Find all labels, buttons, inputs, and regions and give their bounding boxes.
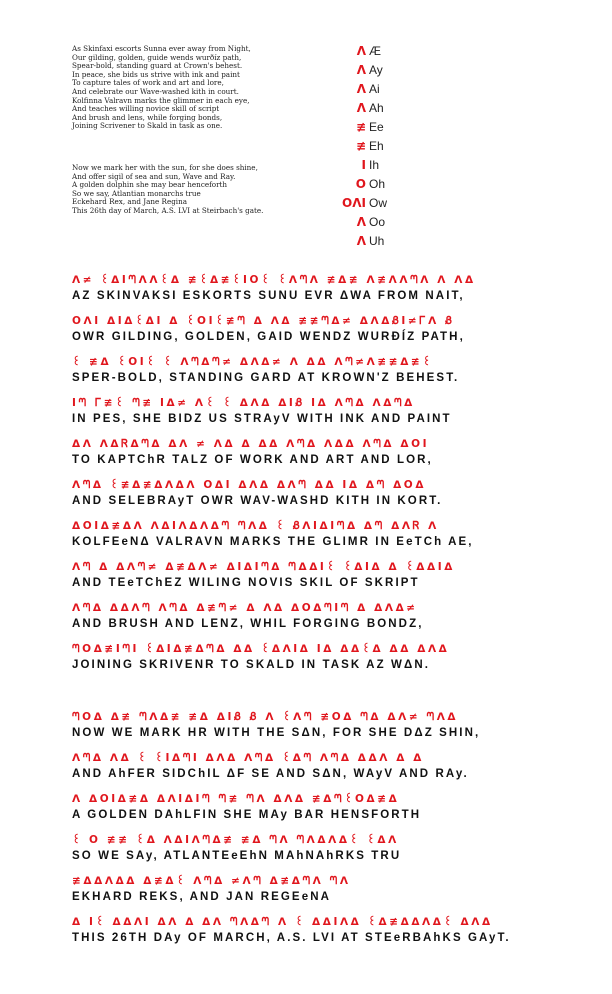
vowel-key-row <box>343 63 413 82</box>
english-poem-stanza-1 <box>72 45 362 131</box>
phonetic-line-pair <box>72 315 542 356</box>
vowel-key-row <box>343 82 413 101</box>
vowel-glyph: ᐱ <box>356 44 366 58</box>
vowel-latin: Ah <box>369 101 384 115</box>
poem-line: Now we mark her with the sun, for she does shine, <box>72 163 258 172</box>
vowel-key-row <box>343 158 413 177</box>
phonetic-text-line: EKHARD REKS, AND JAN REGEeNA <box>72 891 332 903</box>
vowel-latin: Oo <box>369 215 386 229</box>
phonetic-line-pair <box>72 834 542 875</box>
vowel-latin: Ai <box>369 82 380 96</box>
phonetic-line-pair <box>72 916 542 957</box>
poem-line: This 26th day of March, A.S. LVI at Steirbach's gate. <box>72 205 264 215</box>
vowel-key-row <box>343 177 413 196</box>
poem-line: Eckehard Rex, and Jane Regina <box>72 197 188 207</box>
phonetic-text-line: AND TEeTChEZ WILING NOVIS SKIL OF SKRIPT <box>72 577 420 589</box>
english-poem-stanza-2 <box>72 164 362 216</box>
vowel-latin: Ih <box>369 158 380 172</box>
poem-line: And teaches willing novice skill of script <box>72 104 220 114</box>
vowel-latin: Ow <box>369 196 387 210</box>
vowel-key-row <box>343 139 413 158</box>
glyph-line: OᐱI ᐃIᐃ꒰ᐃI ᐃ ꒰OI꒰≢ᘉ ᐃ ᐱᐃ ≢≢ᘉᐃ≠ ᐃᐱᐃᏰI≠Ꮁᐱ Ᏸ <box>72 315 455 327</box>
phonetic-line-pair <box>72 356 542 397</box>
glyph-line: ᐱ≠ ꒰ᐃIᘉᐱᐱ꒰ᐃ ≢꒰ᐃ≢꒰IO꒰ ꒰ᐱᘉᐱ ≢ᐃ≢ ᐱ≢ᐱᐱᘉᐱ ᐱ ᐱᐃ <box>72 274 476 286</box>
phonetic-text-line: OWR GILDING, GOLDEN, GAID WENDZ WURÐÍZ PATH, <box>72 331 465 343</box>
phonetic-text-line: SO WE SAy, ATLANTEeEhN MAhNAhRKS TRU <box>72 850 402 862</box>
phonetic-line-pair <box>72 561 542 602</box>
vowel-latin: Ay <box>369 63 383 77</box>
vowel-latin: Ee <box>369 120 384 134</box>
phonetic-line-pair <box>72 752 542 793</box>
poem-line: And brush and lens, while forging bonds, <box>72 112 223 122</box>
glyph-line: ᐃOIᐃ≢ᐃᐱ ᐱᐃIᐱᐃᐱᐃᘉ ᘉᐱᐃ ꒰ ᏰᐱIᐃIᘉᐃ ᐃᘉ ᐃᐱᏒ ᐱ <box>72 520 439 532</box>
phonetic-stanza-2 <box>72 711 542 957</box>
glyph-line: ᘉOᐃ ᐃ≢ ᘉᐱᐃ≢ ≢ᐃ ᐃIᏰ Ᏸ ᐱ ꒰ᐱᘉ ≢Oᐃ ᘉᐃ ᐃᐱ≠ ᘉᐱᐃ <box>72 711 459 723</box>
vowel-key-row <box>343 120 413 139</box>
phonetic-text-line: JOINING SKRIVENR TO SKALD IN TASK AZ WΔN. <box>72 659 431 671</box>
glyph-line: ᐱᘉᐃ ᐱᐃ ꒰ ꒰IᐃᘉI ᐃᐱᐃ ᐱᘉᐃ ꒰ᐃᘉ ᐱᘉᐃ ᐃᐃᐱ ᐃ ᐃ <box>72 752 424 764</box>
vowel-latin: Æ <box>369 44 381 58</box>
vowel-glyph: ᐱ <box>356 82 366 96</box>
phonetic-line-pair <box>72 397 542 438</box>
vowel-key <box>343 44 413 253</box>
glyph-line: ᐱᘉᐃ ᐃᐃᐱᘉ ᐱᘉᐃ ᐃ≢ᘉ≠ ᐃ ᐱᐃ ᐃOᐃᘉIᘉ ᐃ ᐃᐱᐃ≠ <box>72 602 418 614</box>
vowel-key-row <box>343 234 413 253</box>
vowel-latin: Eh <box>369 139 384 153</box>
vowel-glyph: I <box>361 158 366 172</box>
phonetic-line-pair <box>72 602 542 643</box>
glyph-line: ꒰ ≢ᐃ ꒰OI꒰ ꒰ ᐱᘉᐃᘉ≠ ᐃᐱᐃ≠ ᐱ ᐃᐃ ᐱᘉ≠ᐱ≢≢ᐃ≢꒰ <box>72 356 434 368</box>
poem-line: Kolfinna Valravn marks the glimmer in each eye, <box>72 95 250 105</box>
vowel-key-row <box>343 196 413 215</box>
poem-line: A golden dolphin she may bear henceforth <box>72 180 228 190</box>
glyph-line: ᐃ I꒰ ᐃᐃᐱI ᐃᐱ ᐃ ᐃᐱ ᘉᐱᐃᘉ ᐱ ꒰ ᐃᐃIᐱᐃ ꒰ᐃ≢ᐃᐃᐱᐃ꒰ ᐃᐱᐃ <box>72 916 493 928</box>
phonetic-line-pair <box>72 438 542 479</box>
phonetic-text-line: IN PES, SHE BIDZ US STRAyV WITH INK AND PAINT <box>72 413 452 425</box>
vowel-glyph: ᐱ <box>356 234 366 248</box>
phonetic-line-pair <box>72 875 542 916</box>
vowel-glyph: ᐱ <box>356 63 366 77</box>
glyph-line: Iᘉ Ꮁ≢꒰ ᘉ≢ Iᐃ≠ ᐱ꒰ ꒰ ᐃᐱᐃ ᐃIᏰ Iᐃ ᐱᘉᐃ ᐱᐃᘉᐃ <box>72 397 415 409</box>
phonetic-text-line: THIS 26TH DAy OF MARCH, A.S. LVI AT STEeRBAhKS GAyT. <box>72 932 511 944</box>
phonetic-text-line: AND BRUSH AND LENZ, WHIL FORGING BONDZ, <box>72 618 424 630</box>
poem-line: Spear-bold, standing guard at Crown's behest. <box>72 61 243 71</box>
vowel-latin: Oh <box>369 177 386 191</box>
glyph-line: ᐃᐱ ᐱᐃᏒᐃᘉᐃ ᐃᐱ ≠ ᐱᐃ ᐃ ᐃᐃ ᐱᘉᐃ ᐱᐃᐃ ᐱᘉᐃ ᐃOI <box>72 438 430 450</box>
phonetic-text-line: TO KAPTChR TALZ OF WORK AND ART AND LOR, <box>72 454 433 466</box>
poem-line: In peace, she bids us strive with ink and paint <box>72 69 240 79</box>
poem-line: And celebrate our Wave-washed kith in court. <box>72 86 239 96</box>
poem-line: Joining Scrivener to Skald in task as one. <box>72 121 223 131</box>
phonetic-line-pair <box>72 793 542 834</box>
poem-line: To capture tales of work and art and lore, <box>72 78 224 88</box>
vowel-latin: Uh <box>369 234 385 248</box>
vowel-glyph: ≢ <box>355 139 366 153</box>
vowel-key-row <box>343 101 413 120</box>
phonetic-text-line: AND AhFER SIDChIL ΔF SE AND SΔN, WAyV AND RAy. <box>72 768 469 780</box>
phonetic-stanza-1 <box>72 274 542 684</box>
glyph-line: ꒰ O ≢≢ ꒰ᐃ ᐱᐃIᐱᘉᐃ≢ ≢ᐃ ᘉᐱ ᘉᐱᐃᐱᐃ꒰ ꒰ᐃᐱ <box>72 834 399 846</box>
vowel-key-row <box>343 44 413 63</box>
phonetic-text-line: A GOLDEN DAhLFIN SHE MAy BAR HENSFORTH <box>72 809 422 821</box>
glyph-line: ≢ᐃᐃᐱᐃᐃ ᐃ≢ᐃ꒰ ᐱᘉᐃ ≠ᐱᘉ ᐃ≢ᐃᘉᐱ ᘉᐱ <box>72 875 351 887</box>
phonetic-line-pair <box>72 274 542 315</box>
glyph-line: ᐱᘉ ᐃ ᐃᐱᘉ≠ ᐃ≢ᐃᐱ≠ ᐃIᐃIᘉᐃ ᘉᐃᐃI꒰ ꒰ᐃIᐃ ᐃ ꒰ᐃᐃIᐃ <box>72 561 455 573</box>
phonetic-line-pair <box>72 711 542 752</box>
phonetic-text-line: SPER-BOLD, STANDING GARD AT KROWN'Z BEHEST. <box>72 372 460 384</box>
glyph-line: ᐱ ᐃOIᐃ≢ᐃ ᐃᐱIᐃIᘉ ᘉ≢ ᘉᐱ ᐃᐱᐃ ≢ᐃᘉ꒰Oᐃ≢ᐃ <box>72 793 400 805</box>
phonetic-text-line: NOW WE MARK HR WITH THE SΔN, FOR SHE DΔZ SHIN, <box>72 727 481 739</box>
glyph-line: ᘉOᐃ≢IᘉI ꒰ᐃIᐃ≢ᐃᘉᐃ ᐃᐃ ꒰ᐃᐱIᐃ Iᐃ ᐃᐃ꒰ᐃ ᐃᐃ ᐃᐱᐃ <box>72 643 450 655</box>
vowel-glyph: O <box>355 177 366 191</box>
poem-line: Our gilding, golden, guide wends wurðíz path, <box>72 52 242 62</box>
phonetic-text-line: AZ SKINVAKSI ESKORTS SUNU EVR ΔWA FROM NAIT, <box>72 290 465 302</box>
vowel-glyph: ᐱ <box>356 101 366 115</box>
vowel-glyph: OᐱI <box>342 196 366 210</box>
phonetic-text-line: AND SELEBRAyT OWR WAV-WASHD KITH IN KORT. <box>72 495 443 507</box>
poem-line: And offer sigil of sea and sun, Wave and Ray. <box>72 171 236 181</box>
vowel-glyph: ≢ <box>355 120 366 134</box>
vowel-key-row <box>343 215 413 234</box>
phonetic-line-pair <box>72 479 542 520</box>
phonetic-text-line: KOLFEeNΔ VALRAVN MARKS THE GLIMR IN EeTCh AE, <box>72 536 474 548</box>
poem-line: As Skinfaxi escorts Sunna ever away from Night, <box>72 44 251 53</box>
vowel-glyph: ᐱ <box>356 215 366 229</box>
phonetic-line-pair <box>72 520 542 561</box>
glyph-line: ᐱᘉᐃ ꒰≢ᐃ≢ᐃᐱᐃᐱ OᐃI ᐃᐱᐃ ᐃᐱᘉ ᐃᐃ Iᐃ ᐃᘉ ᐃOᐃ <box>72 479 427 491</box>
poem-line: So we say, Atlantian monarchs true <box>72 188 201 198</box>
phonetic-line-pair <box>72 643 542 684</box>
